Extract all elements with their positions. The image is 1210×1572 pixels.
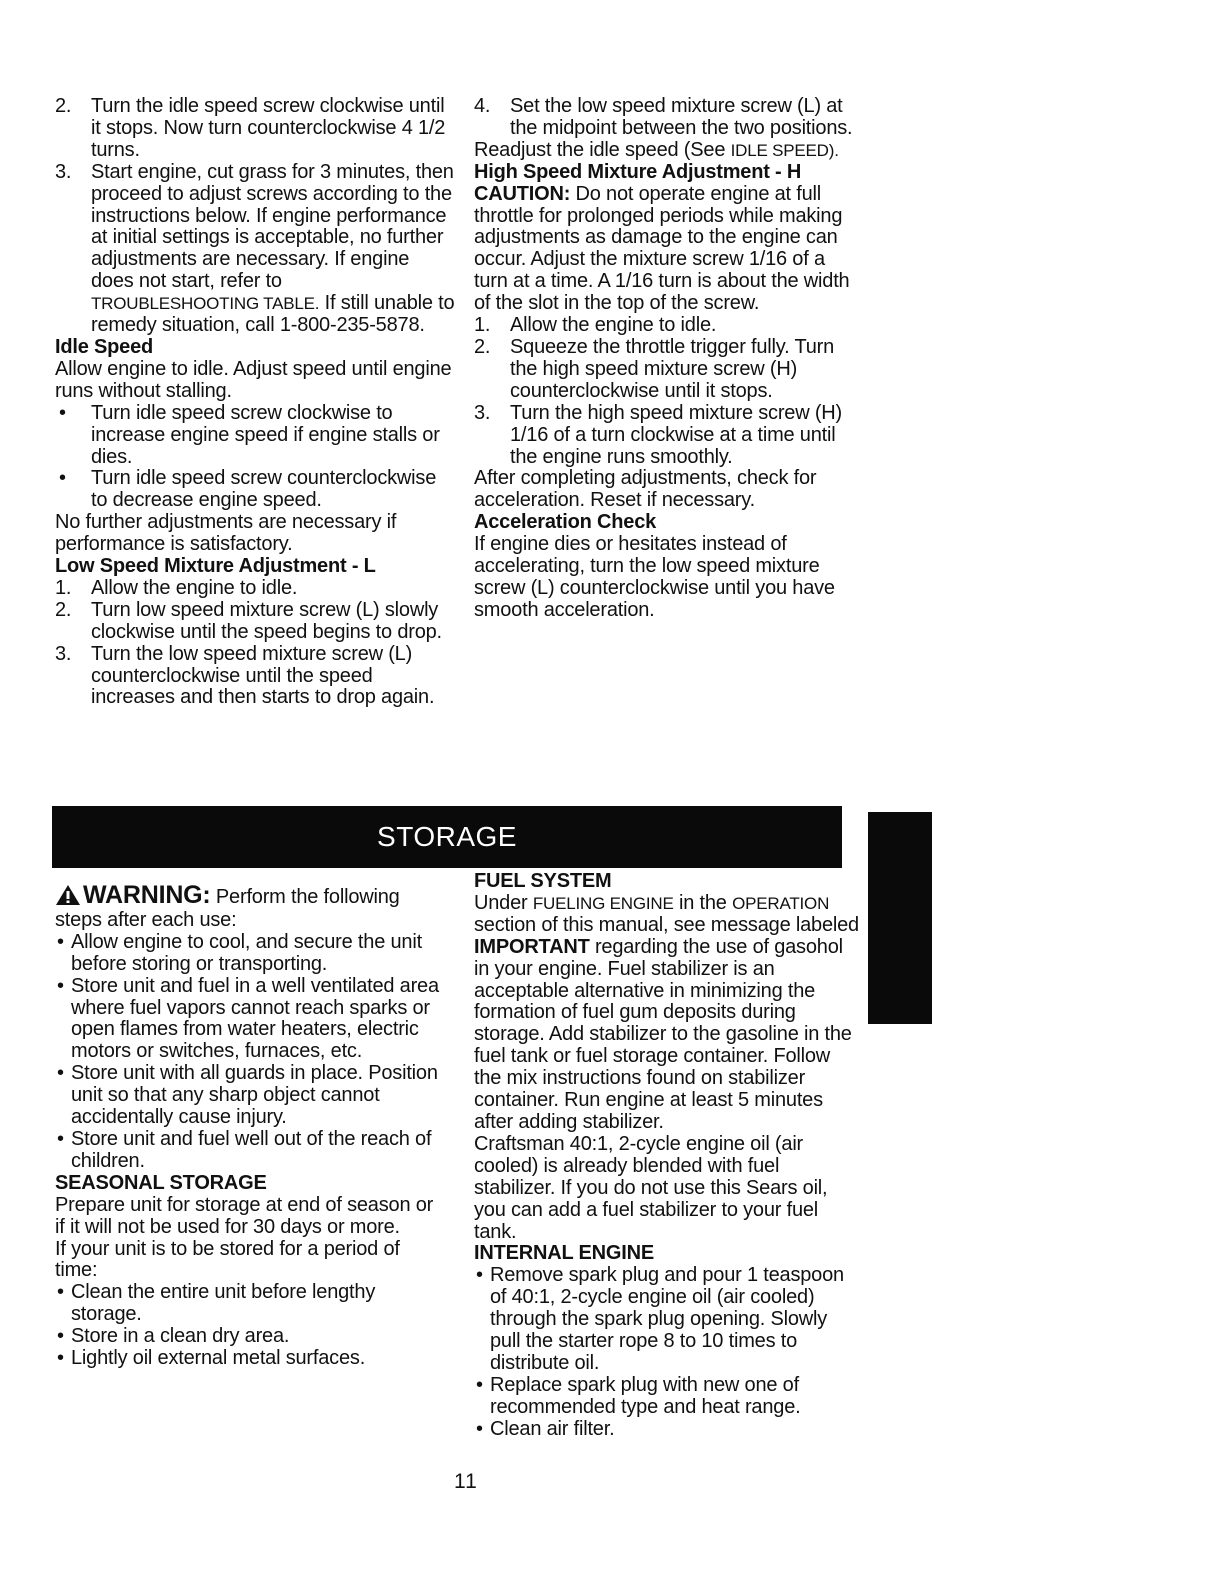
important-label: IMPORTANT <box>474 935 590 958</box>
bullet-icon: • <box>476 1264 483 1287</box>
bullet-icon: • <box>476 1417 483 1440</box>
list-item <box>474 337 859 403</box>
bullet-icon: • <box>57 1127 64 1150</box>
bullet-text: Allow engine to cool, and secure the unit before storing or transporting. <box>71 930 422 975</box>
list-text: Allow the engine to idle. <box>91 576 298 599</box>
caution-text: Do not operate engine at full throttle for prolonged periods while making adjustments as damage to the engine can occur. Adjust the mixture screw 1/16 of a turn at a time. A 1/16 turn is about the width of the slot in the top of the screw. <box>474 182 850 315</box>
fuel-text: regarding the use of gasohol in your engine. Fuel stabilizer is an acceptable alternative in minimizing the formation of fuel gum deposits during storage. Add stabilizer to the gasoline in the fuel tank or fuel storage container. Follow the mix instructions found on stabilizer container. Run engine at least 5 minutes after adding stabilizer. <box>474 935 852 1133</box>
bullet-icon: • <box>57 974 64 997</box>
bullet-icon: • <box>57 1281 64 1304</box>
bullet-item <box>474 1375 859 1419</box>
bullet-text: Store unit and fuel in a well ventilated area where fuel vapors cannot reach sparks or open flames from water heaters, electric motors or switches, furnaces, etc. <box>71 974 439 1063</box>
page-number: 11 <box>454 1470 478 1493</box>
bullet-text: Clean the entire unit before lengthy storage. <box>71 1281 376 1326</box>
storage-banner: STORAGE <box>52 806 842 868</box>
caution-label: CAUTION: <box>474 182 571 205</box>
idle-speed-heading: Idle Speed <box>55 335 154 358</box>
list-item <box>55 162 455 337</box>
paragraph: No further adjustments are necessary if performance is satisfactory. <box>55 511 397 556</box>
internal-engine-heading: INTERNAL ENGINE <box>474 1242 654 1265</box>
list-text: Allow the engine to idle. <box>510 314 717 337</box>
bullet-item <box>474 1265 859 1375</box>
bullet-text: Store unit with all guards in place. Position unit so that any sharp object cannot accidentally cause injury. <box>71 1062 438 1129</box>
fuel-system-heading: FUEL SYSTEM <box>474 870 612 892</box>
paragraph: If your unit is to be stored for a period of time: <box>55 1237 400 1282</box>
bullet-text: Store unit and fuel well out of the reach of children. <box>71 1127 432 1172</box>
list-text: Turn low speed mixture screw (L) slowly clockwise until the speed begins to drop. <box>91 598 442 643</box>
troubleshooting-reference: TROUBLESHOOTING TABLE. <box>91 294 320 314</box>
bullet-item <box>55 1282 440 1326</box>
paragraph <box>474 140 859 162</box>
bullet-icon: • <box>57 1325 64 1348</box>
column-right-top <box>474 96 859 622</box>
caution-paragraph <box>474 184 859 315</box>
list-text: Start engine, cut grass for 3 minutes, then proceed to adjust screws according to the instructions below. If engine performance at initial settings is acceptable, no further adjustments are necessary. If engine does not start, refer to <box>91 160 454 293</box>
paragraph: After completing adjustments, check for acceleration. Reset if necessary. <box>474 467 817 512</box>
phone-number: 1-800-235-5878. <box>279 314 425 337</box>
idle-speed-reference: IDLE SPEED). <box>730 140 839 160</box>
paragraph: If engine dies or hesitates instead of accelerating, turn the low speed mixture screw (L) counterclockwise until you have smooth acceleration. <box>474 533 835 621</box>
warning-paragraph <box>55 881 440 932</box>
list-text: Squeeze the throttle trigger fully. Turn the high speed mixture screw (H) counterclockwise until it stops. <box>510 335 835 402</box>
fuel-text: in the <box>678 891 727 914</box>
bullet-icon: • <box>57 930 64 953</box>
list-item <box>474 403 859 469</box>
warning-text: Perform the following steps after each use: <box>55 886 400 931</box>
bullet-item <box>55 1063 440 1129</box>
list-item <box>55 96 455 162</box>
warning-heading <box>55 881 211 909</box>
seasonal-storage-heading: SEASONAL STORAGE <box>55 1171 267 1194</box>
bullet-icon: • <box>57 1347 64 1370</box>
list-item <box>55 578 455 600</box>
list-item <box>474 96 859 140</box>
list-text: Turn the low speed mixture screw (L) counterclockwise until the speed increases and then starts to drop again. <box>91 642 435 709</box>
acceleration-heading: Acceleration Check <box>474 511 657 534</box>
fueling-engine-reference: FUELING ENGINE <box>532 893 674 913</box>
list-number: 4. <box>474 95 491 117</box>
column-left-storage <box>55 881 440 1370</box>
bullet-icon: • <box>476 1373 483 1396</box>
paragraph <box>474 893 859 1134</box>
column-right-storage <box>474 871 859 1441</box>
list-number: 3. <box>55 642 72 665</box>
list-text: Set the low speed mixture screw (L) at the midpoint between the two positions. <box>510 95 853 139</box>
list-item <box>55 600 455 644</box>
low-speed-heading: Low Speed Mixture Adjustment - L <box>55 555 376 578</box>
list-item <box>474 315 859 337</box>
bullet-icon: • <box>59 467 66 490</box>
bullet-text: Turn idle speed screw clockwise to increase engine speed if engine stalls or dies. <box>91 401 440 468</box>
list-item <box>55 644 455 710</box>
list-text: If still unable to remedy situation, call <box>91 292 455 337</box>
list-text: Turn the high speed mixture screw (H) 1/16 of a turn clockwise at a time until the engine runs smoothly. <box>510 401 842 468</box>
column-left-top <box>55 96 455 709</box>
list-number: 3. <box>474 401 491 424</box>
bullet-item <box>55 403 455 469</box>
bullet-icon: • <box>59 401 66 424</box>
list-number: 2. <box>55 598 72 621</box>
list-number: 2. <box>474 335 491 358</box>
paragraph: Prepare unit for storage at end of season or if it will not be used for 30 days or more. <box>55 1193 434 1238</box>
bullet-text: Clean air filter. <box>490 1417 615 1440</box>
bullet-text: Turn idle speed screw counterclockwise to decrease engine speed. <box>91 467 437 512</box>
list-number: 3. <box>55 160 72 183</box>
bullet-item <box>55 1348 440 1370</box>
list-number: 1. <box>474 314 491 337</box>
bullet-item <box>55 932 440 976</box>
bullet-text: Lightly oil external metal surfaces. <box>71 1347 366 1370</box>
bullet-text: Store in a clean dry area. <box>71 1325 290 1348</box>
paragraph: Craftsman 40:1, 2-cycle engine oil (air cooled) is already blended with fuel stabilizer. If you do not use this Sears oil, you can add a fuel stabilizer to your fuel tank. <box>474 1132 828 1243</box>
warning-label: WARNING: <box>83 881 211 909</box>
bullet-item <box>55 1129 440 1173</box>
bullet-item <box>474 1419 859 1441</box>
bullet-item <box>55 976 440 1064</box>
bullet-text: Replace spark plug with new one of recommended type and heat range. <box>490 1373 801 1418</box>
high-speed-heading: High Speed Mixture Adjustment - H <box>474 160 802 183</box>
fuel-text: Under <box>474 891 528 914</box>
bullet-item <box>55 468 455 512</box>
warning-triangle-icon <box>55 884 81 910</box>
list-number: 1. <box>55 576 72 599</box>
fuel-text: section of this manual, see message labeled <box>474 913 859 936</box>
bullet-text: Remove spark plug and pour 1 teaspoon of 40:1, 2-cycle engine oil (air cooled) through the spark plug opening. Slowly pull the starter rope 8 to 10 times to distribute oil. <box>490 1264 844 1374</box>
bullet-item <box>55 1326 440 1348</box>
paragraph: Allow engine to idle. Adjust speed until engine runs without stalling. <box>55 357 452 402</box>
readjust-text: Readjust the idle speed (See <box>474 138 726 161</box>
list-number: 2. <box>55 95 72 117</box>
operation-reference: OPERATION <box>732 893 830 913</box>
list-text: Turn the idle speed screw clockwise until it stops. Now turn counterclockwise 4 1/2 turns. <box>91 95 446 161</box>
bullet-icon: • <box>57 1062 64 1085</box>
section-side-tab <box>868 812 932 1024</box>
